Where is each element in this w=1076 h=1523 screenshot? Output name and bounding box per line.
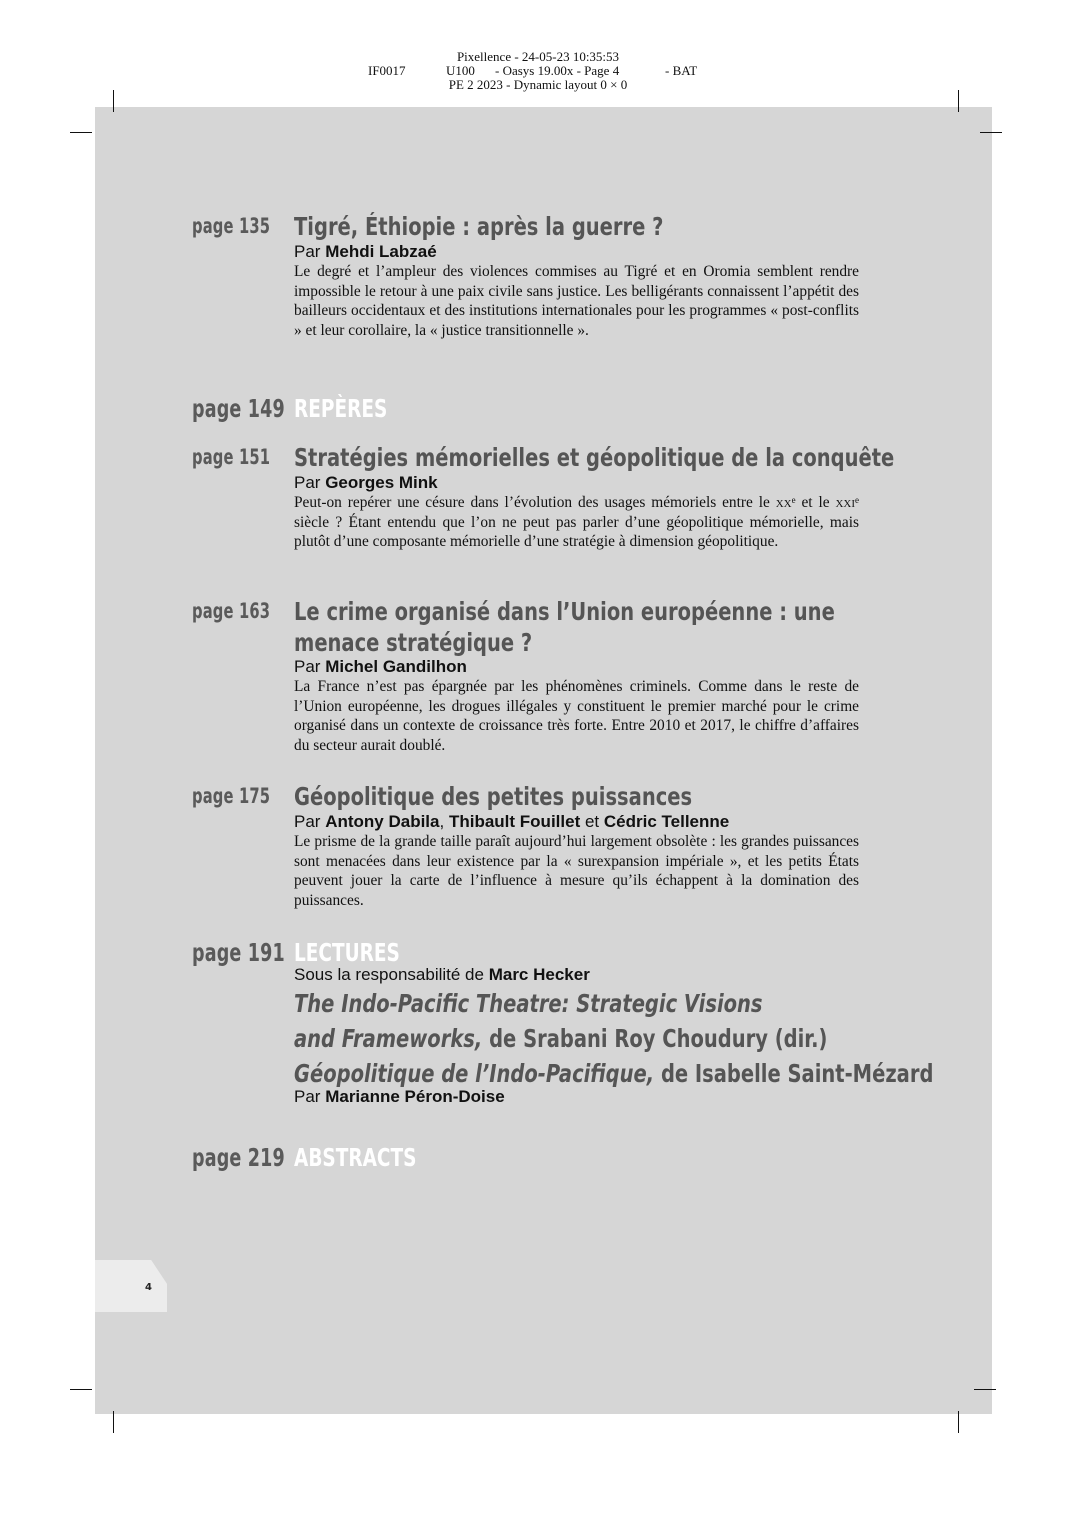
author-name: Antony Dabila — [325, 812, 440, 831]
article-abstract: Le degré et l’ampleur des violences commises au Tigré et en Oromia semblent rendre impossible le retour à une paix civile sans justice. Les belligérants connaissent l’appétit des bailleurs occidentaux et des institutions internationales pour les programmes « post-conflits » et leur corollaire, la « justice transitionnelle ». — [294, 263, 859, 339]
article-abstract: Peut-on repérer une césure dans l’évolution des usages mémoriels entre le $xx^e$ et le xxi$^e$ siècle ? Étant entendu que l’on ne peut pas parler d’une géopolitique mémorielle, mais plutôt d’une composante mémorielle d’une stratégie à dimension géopolitique. — [294, 494, 859, 551]
author-name: Georges Mink — [325, 473, 438, 492]
folio-number: 4 — [145, 1282, 152, 1293]
page-number: page 135 — [192, 214, 271, 238]
crop-mark — [70, 1389, 92, 1390]
book-title: The Indo-Pacific Theatre: Strategic Visions — [294, 989, 763, 1018]
byline: Par Mehdi Labzaé — [294, 242, 437, 261]
page-number: page 175 — [192, 784, 271, 808]
book-title: Géopolitique de l’Indo-Pacifique, de Isabelle Saint-Mézard — [294, 1059, 934, 1088]
section-editor: Sous la responsabilité de Marc Hecker — [294, 965, 590, 984]
byline: Par Marianne Péron-Doise — [294, 1087, 505, 1106]
crop-mark — [113, 90, 114, 112]
crop-mark — [113, 1411, 114, 1433]
article-abstract: Le prisme de la grande taille paraît aujourd’hui largement obsolète : les grandes puissances sont menacées dans leur existence par la « surexpansion impériale », et les petits États peuvent jouer la carte de l’influence à mesure qu’ils échappent à la domination des puissances. — [294, 833, 859, 909]
author-name: Thibault Fouillet — [448, 812, 581, 831]
section-heading: LECTURES — [294, 938, 400, 967]
slug-job-id: IF0017 — [368, 63, 406, 78]
byline: Par Antony Dabila, Thibault Fouillet et Cédric Tellenne — [294, 812, 730, 831]
crop-mark — [974, 1389, 996, 1390]
slug-status: - BAT — [665, 63, 698, 78]
article-title: Tigré, Éthiopie : après la guerre ? — [294, 212, 664, 241]
book-title-cont: and Frameworks, de Srabani Roy Choudury (dir.) — [294, 1024, 828, 1053]
section-heading: REPÈRES — [294, 394, 388, 423]
slug-line-1: Pixellence - 24-05-23 10:35:53 — [456, 49, 620, 64]
author-name: Michel Gandilhon — [325, 657, 467, 676]
byline: Par Michel Gandilhon — [294, 657, 467, 676]
page-number: page 191 — [192, 938, 285, 967]
crop-mark — [70, 132, 92, 133]
page-number: page 163 — [192, 599, 271, 623]
author-name: Marianne Péron-Doise — [325, 1087, 505, 1106]
section-heading: ABSTRACTS — [294, 1143, 417, 1172]
folio-tab — [95, 1260, 167, 1312]
article-title: Le crime organisé dans l’Union européenne : une menace stratégique ? — [294, 597, 835, 657]
byline: Par Georges Mink — [294, 473, 438, 492]
slug-line-3: PE 2 2023 - Dynamic layout 0 × 0 — [448, 77, 628, 92]
slug-code: U100 — [446, 63, 475, 78]
article-title: Stratégies mémorielles et géopolitique de la conquête — [294, 443, 895, 472]
slug-software: - Oasys 19.00x - Page 4 — [495, 63, 620, 78]
slug-line-2 — [0, 64, 1076, 78]
crop-mark — [958, 1411, 959, 1433]
article-title: Géopolitique des petites puissances — [294, 782, 693, 811]
crop-mark — [980, 132, 1002, 133]
editor-name: Marc Hecker — [488, 965, 590, 984]
printer-slug — [0, 50, 1076, 92]
page-number: page 219 — [192, 1143, 285, 1172]
author-name: Mehdi Labzaé — [325, 242, 437, 261]
article-abstract: La France n’est pas épargnée par les phénomènes criminels. Comme dans le reste de l’Union européenne, les drogues illégales y constituent le premier marché pour le crime organisé dans un contexte de croissance très forte. Entre 2010 et 2017, le chiffre d’affaires du secteur aurait doublé. — [294, 678, 859, 754]
crop-mark — [958, 90, 959, 112]
page-number: page 151 — [192, 445, 271, 469]
author-name: Cédric Tellenne — [603, 812, 730, 831]
page-number: page 149 — [192, 394, 285, 423]
